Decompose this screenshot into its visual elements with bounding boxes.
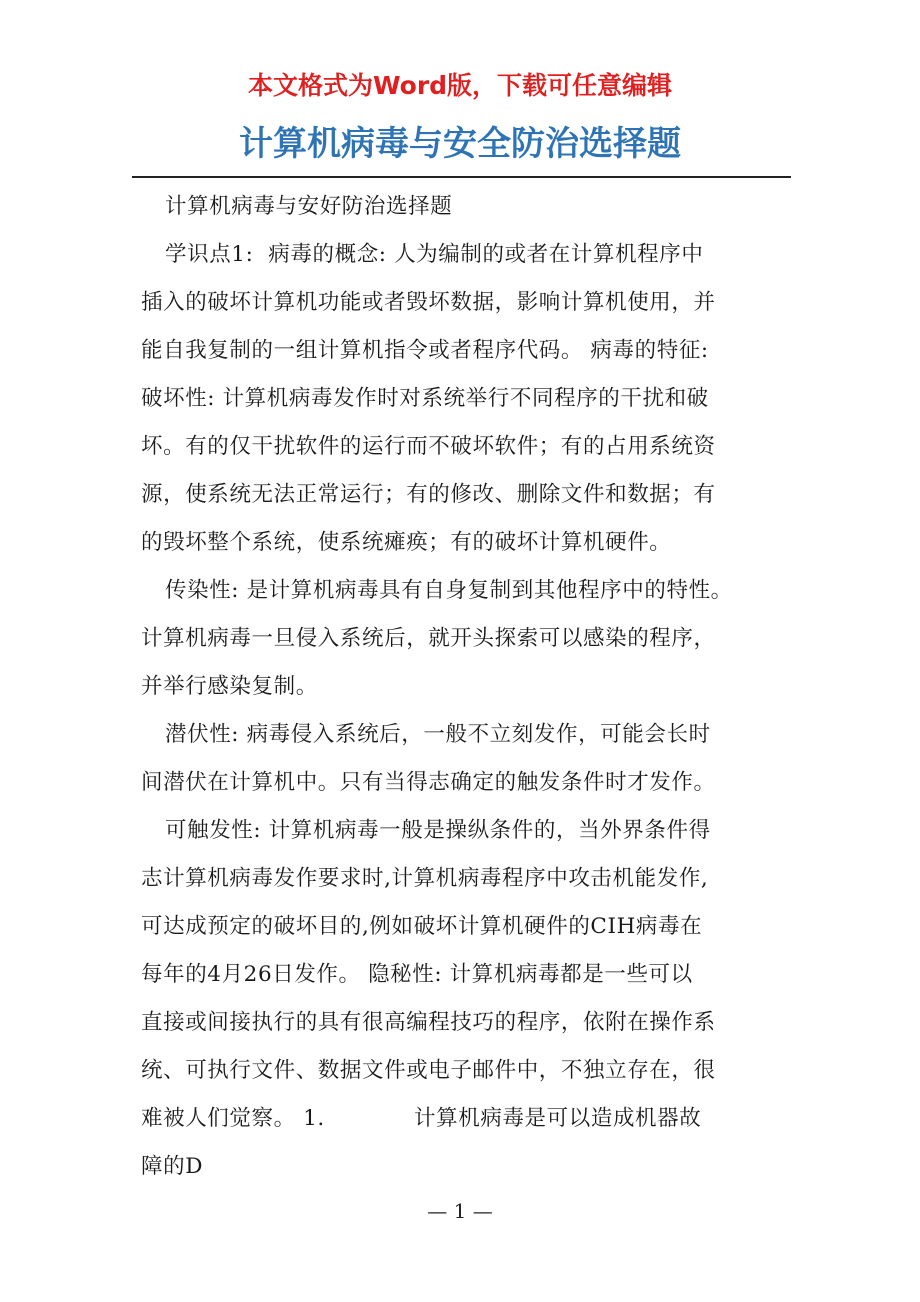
body-line: 统、可执行文件、数据文件或电子邮件中，不独立存在，很 [141,1058,716,1083]
body-line: 间潜伏在计算机中。只有当得志确定的触发条件时才发作。 [141,770,716,795]
body-line: 学识点1: 病毒的概念: 人为编制的或者在计算机程序中 [165,242,704,267]
body-line: 计算机病毒一旦侵入系统后，就开头探索可以感染的程序， [141,626,716,651]
document-body [141,183,783,1191]
body-line: 志计算机病毒发作要求时,计算机病毒程序中攻击机能发作, [141,866,709,891]
download-notice-banner: 本文格式为Word版，下载可任意编辑 [247,71,673,100]
body-line: 传染性: 是计算机病毒具有自身复制到其他程序中的特性。 [165,578,733,603]
body-line: 潜伏性: 病毒侵入系统后，一般不立刻发作，可能会长时 [165,722,711,747]
body-line: 直接或间接执行的具有很高编程技巧的程序，依附在操作系 [141,1010,716,1035]
body-line: 的毁坏整个系统，使系统瘫痪；有的破坏计算机硬件。 [141,530,672,555]
body-line: 每年的4月26日发作。 隐秘性: 计算机病毒都是一些可以 [141,962,693,987]
body-line: 坏。有的仅干扰软件的运行而不破坏软件；有的占用系统资 [141,434,716,459]
title-divider [132,176,791,178]
body-line: 源，使系统无法正常运行；有的修改、删除文件和数据；有 [141,482,716,507]
body-line: 可触发性: 计算机病毒一般是操纵条件的，当外界条件得 [165,818,711,843]
body-line: 并举行感染复制。 [141,674,318,699]
document-title: 计算机病毒与安全防治选择题 [239,124,681,164]
body-line: 计算机病毒与安好防治选择题 [165,194,453,219]
body-line: 插入的破坏计算机功能或者毁坏数据，影响计算机使用，并 [141,290,716,315]
body-line: 能自我复制的一组计算机指令或者程序代码。 病毒的特征: [141,338,709,363]
body-line: 可达成预定的破坏目的,例如破坏计算机硬件的CIH病毒在 [141,914,703,939]
body-line: 破坏性: 计算机病毒发作时对系统举行不同程序的干扰和破 [141,386,709,411]
page-number: — 1 — [427,1199,493,1223]
body-line: 障的D [141,1154,204,1179]
body-line: 难被人们觉察。 1. 计算机病毒是可以造成机器故 [141,1106,702,1131]
